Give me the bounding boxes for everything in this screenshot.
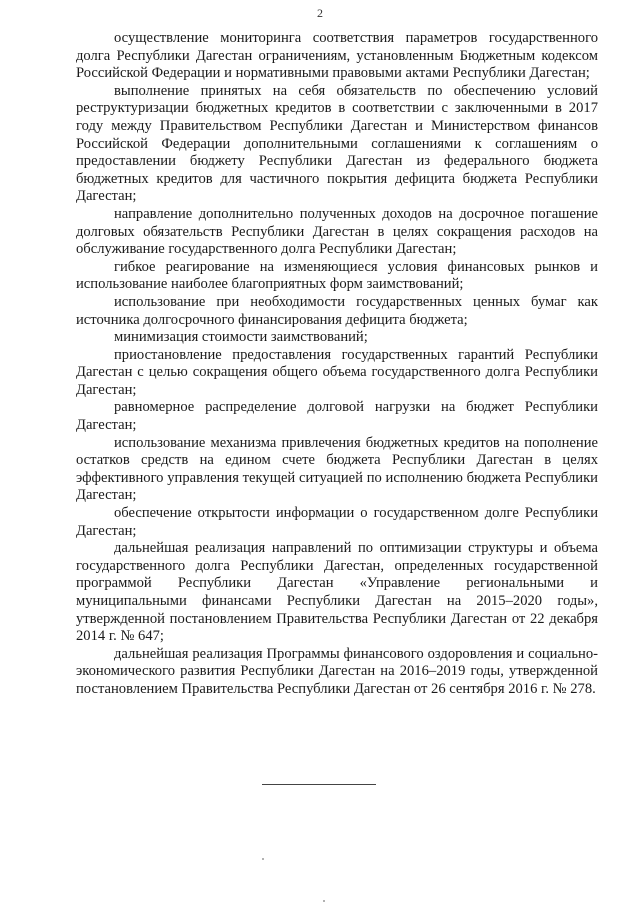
paragraph-financial-recovery-program: дальнейшая реализация Программы финансового оздоровления и социально-экономического развития Республики Дагестан на 2016–2019 годы, утвержденной постановлением Правительства Республики Дагестан от 26 сентября 2016 г. № 278. bbox=[76, 645, 598, 697]
paragraph-borrowing-cost: минимизация стоимости заимствований; bbox=[114, 329, 368, 346]
scan-speck bbox=[262, 858, 264, 860]
paragraph-budget-credits-mechanism: использование механизма привлечения бюджетных кредитов на пополнение остатков средств на едином счете бюджета Республики Дагестан в целях эффективного управления текущей ситуацией по исполнению бюджета Республики Дагестан; bbox=[76, 434, 598, 504]
scan-speck bbox=[323, 900, 325, 902]
paragraph-information-openness: обеспечение открытости информации о государственном долге Республики Дагестан; bbox=[76, 505, 598, 539]
paragraph-monitoring: осуществление мониторинга соответствия параметров государственного долга Республики Дагестан ограничениям, установленным Бюджетным кодексом Российской Федерации и нормативными правовыми актами Республики Дагестан; bbox=[76, 30, 598, 82]
paragraph-early-repayment: направление дополнительно полученных доходов на досрочное погашение долговых обязательств Республики Дагестан в целях сокращения расходов на обслуживание государственного долга Республики Дагестан; bbox=[76, 205, 598, 258]
page-number: 2 bbox=[317, 6, 323, 20]
paragraph-restructuring-obligations: выполнение принятых на себя обязательств по обеспечению условий реструктуризации бюджетных кредитов в соответствии с заключенными в 2017 году между Правительством Республики Дагестан и Министерством финансов Российской Федерации дополнительными соглашениями к соглашениям о предоставлении бюджету Республики Дагестан из федерального бюджета бюджетных кредитов для частичного покрытия дефицита бюджета Республики Дагестан; bbox=[76, 82, 598, 205]
end-separator-line bbox=[262, 784, 376, 785]
paragraph-securities-usage: использование при необходимости государственных ценных бумаг как источника долгосрочного финансирования дефицита бюджета; bbox=[76, 293, 598, 328]
document-body bbox=[76, 30, 598, 699]
paragraph-flexible-response: гибкое реагирование на изменяющиеся условия финансовых рынков и использование наиболее благоприятных форм заимствований; bbox=[76, 258, 598, 293]
paragraph-debt-load-distribution: равномерное распределение долговой нагрузки на бюджет Республики Дагестан; bbox=[76, 399, 598, 434]
paragraph-guarantees-suspension: приостановление предоставления государственных гарантий Республики Дагестан с целью сокращения общего объема государственного долга Республики Дагестан; bbox=[76, 346, 598, 398]
paragraph-debt-structure-optimization: дальнейшая реализация направлений по оптимизации структуры и объема государственного долга Республики Дагестан, определенных государственной программой Республики Дагестан «Управление региональными и муниципальными финансами Республики Дагестан на 2015–2020 годы», утвержденной постановлением Правительства Республики Дагестан от 22 декабря 2014 г. № 647; bbox=[76, 540, 598, 645]
